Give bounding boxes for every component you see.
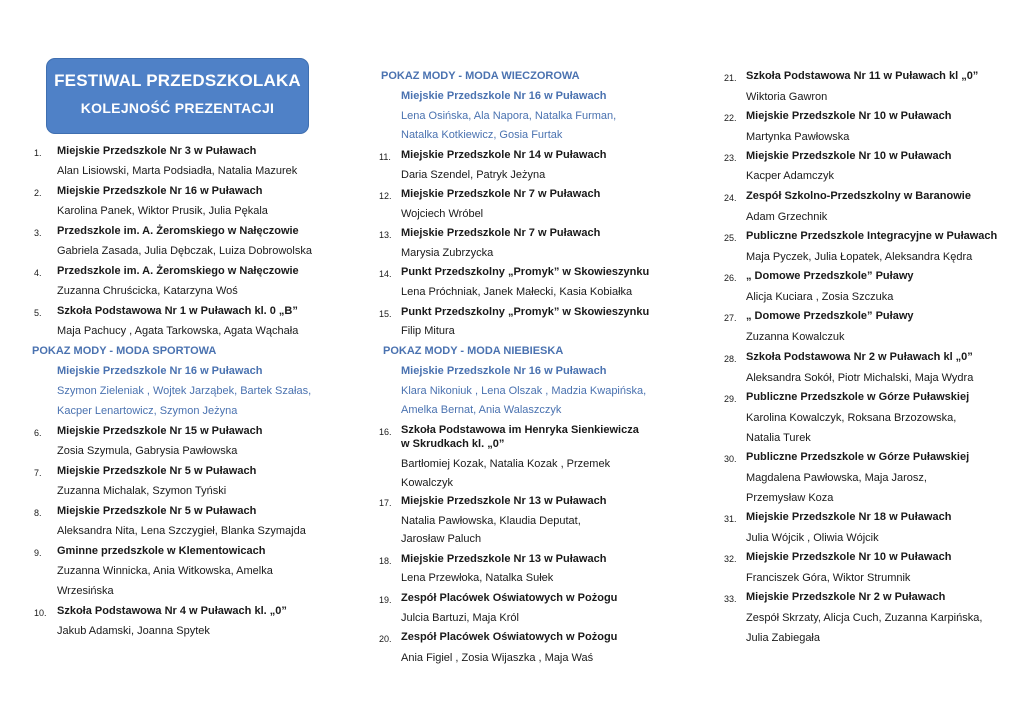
entry-number: 10. (34, 608, 47, 618)
entry-participants: Julcia Bartuzi, Maja Król (401, 612, 519, 624)
entry-number: 19. (379, 595, 392, 605)
entry-institution: Miejskie Przedszkole Nr 16 w Puławach (401, 90, 607, 102)
entry-number: 14. (379, 269, 392, 279)
entry-participants: Karolina Kowalczyk, Roksana Brzozowska, (746, 412, 957, 424)
entry-participants: Lena Przewłoka, Natalka Sułek (401, 572, 554, 584)
entry-number: 5. (34, 308, 42, 318)
entry-institution: Miejskie Przedszkole Nr 14 w Puławach (401, 149, 607, 161)
entry-number: 27. (724, 313, 737, 323)
entry-number: 13. (379, 230, 392, 240)
entry-number: 23. (724, 153, 737, 163)
entry-participants: Zuzanna Michalak, Szymon Tyński (57, 485, 227, 497)
entry-number: 17. (379, 498, 392, 508)
page-subtitle: KOLEJNOŚĆ PREZENTACJI (80, 100, 275, 116)
entry-number: 28. (724, 354, 737, 364)
entry-participants: Alan Lisiowski, Marta Podsiadła, Natalia Mazurek (57, 165, 298, 177)
entry-institution: Publiczne Przedszkole w Górze Puławskiej (746, 391, 970, 403)
entry-institution: Miejskie Przedszkole Nr 15 w Puławach (57, 425, 263, 437)
entry-institution: w Skrudkach kl. „0” (401, 438, 505, 450)
entry-participants: Wojciech Wróbel (401, 208, 484, 220)
entry-participants: Aleksandra Sokół, Piotr Michalski, Maja Wydra (746, 372, 974, 384)
section-heading-evening: POKAZ MODY - MODA WIECZOROWA (381, 70, 580, 82)
entry-participants: Szymon Zieleniak , Wojtek Jarząbek, Bartek Szałas, (57, 385, 312, 397)
entry-participants: Magdalena Pawłowska, Maja Jarosz, (746, 472, 927, 484)
entry-participants: Maja Pachucy , Agata Tarkowska, Agata Wąchała (57, 325, 299, 337)
entry-participants: Filip Mitura (401, 325, 455, 337)
section-heading-blue: POKAZ MODY - MODA NIEBIESKA (383, 345, 564, 357)
entry-participants: Natalia Pawłowska, Klaudia Deputat, (401, 515, 581, 527)
entry-number: 2. (34, 188, 42, 198)
entry-institution: Zespół Placówek Oświatowych w Pożogu (401, 592, 618, 604)
entry-institution: Miejskie Przedszkole Nr 10 w Puławach (746, 551, 952, 563)
entry-number: 16. (379, 427, 392, 437)
title-banner (46, 58, 309, 134)
entry-institution: Publiczne Przedszkole Integracyjne w Puławach (746, 230, 998, 242)
entry-participants: Bartłomiej Kozak, Natalia Kozak , Przemek (401, 458, 611, 470)
entry-institution: Miejskie Przedszkole Nr 7 w Puławach (401, 227, 601, 239)
entry-participants: Karolina Panek, Wiktor Prusik, Julia Pękala (57, 205, 268, 217)
entry-institution: Publiczne Przedszkole w Górze Puławskiej (746, 451, 970, 463)
entry-participants: Marysia Zubrzycka (401, 247, 494, 259)
entry-participants: Lena Osińska, Ala Napora, Natalka Furman, (401, 110, 617, 122)
entry-number: 11. (379, 152, 391, 162)
entry-institution: Miejskie Przedszkole Nr 13 w Puławach (401, 553, 607, 565)
entry-participants: Zespół Skrzaty, Alicja Cuch, Zuzanna Karpińska, (746, 612, 983, 624)
entry-participants: Kacper Adamczyk (746, 170, 835, 182)
entry-participants: Klara Nikoniuk , Lena Olszak , Madzia Kwapińska, (401, 385, 647, 397)
entry-number: 8. (34, 508, 42, 518)
entry-institution: Gminne przedszkole w Klementowicach (57, 545, 266, 557)
entry-number: 26. (724, 273, 737, 283)
entry-institution: Miejskie Przedszkole Nr 7 w Puławach (401, 188, 601, 200)
entry-number: 31. (724, 514, 737, 524)
entry-number: 21. (724, 73, 737, 83)
entry-participants: Zuzanna Chruścicka, Katarzyna Woś (57, 285, 238, 297)
entry-participants: Amelka Bernat, Ania Walaszczyk (401, 404, 562, 416)
entry-participants: Zuzanna Winnicka, Ania Witkowska, Amelka (57, 565, 273, 577)
entry-participants: Adam Grzechnik (746, 211, 828, 223)
entry-participants: Ania Figiel , Zosia Wijaszka , Maja Waś (401, 652, 594, 664)
entry-number: 1. (34, 148, 42, 158)
entry-participants: Jakub Adamski, Joanna Spytek (57, 625, 210, 637)
entry-number: 29. (724, 394, 737, 404)
page-title: FESTIWAL PRZEDSZKOLAKA (54, 71, 301, 90)
entry-number: 6. (34, 428, 42, 438)
entry-participants: Przemysław Koza (746, 492, 834, 504)
entry-participants: Kowalczyk (401, 477, 453, 489)
entry-number: 4. (34, 268, 42, 278)
section-heading-sport: POKAZ MODY - MODA SPORTOWA (32, 345, 217, 357)
entry-participants: Gabriela Zasada, Julia Dębczak, Luiza Dobrowolska (57, 245, 312, 257)
entry-number: 33. (724, 594, 737, 604)
entry-participants: Wiktoria Gawron (746, 91, 828, 103)
entry-number: 9. (34, 548, 42, 558)
entry-participants: Alicja Kuciara , Zosia Szczuka (746, 291, 894, 303)
entry-number: 18. (379, 556, 392, 566)
entry-participants: Zuzanna Kowalczuk (746, 331, 845, 343)
entry-institution: Przedszkole im. A. Żeromskiego w Nałęczowie (57, 265, 299, 277)
entry-institution: Zespół Szkolno-Przedszkolny w Baranowie (746, 190, 971, 202)
entry-institution: Miejskie Przedszkole Nr 16 w Puławach (57, 365, 263, 377)
entry-institution: Szkoła Podstawowa Nr 4 w Puławach kl. „0” (57, 605, 287, 617)
entry-institution: Miejskie Przedszkole Nr 5 w Puławach (57, 465, 257, 477)
entry-institution: Przedszkole im. A. Żeromskiego w Nałęczowie (57, 225, 299, 237)
entry-institution: Miejskie Przedszkole Nr 10 w Puławach (746, 150, 952, 162)
entry-number: 15. (379, 309, 392, 319)
entry-institution: Punkt Przedszkolny „Promyk” w Skowieszynku (401, 266, 650, 278)
entry-participants: Aleksandra Nita, Lena Szczygieł, Blanka Szymajda (57, 525, 306, 537)
entry-participants: Maja Pyczek, Julia Łopatek, Aleksandra Kędra (746, 251, 973, 263)
entry-institution: Miejskie Przedszkole Nr 3 w Puławach (57, 145, 257, 157)
entry-institution: Szkoła Podstawowa Nr 1 w Puławach kl. 0 „B” (57, 305, 298, 317)
entry-institution: Punkt Przedszkolny „Promyk” w Skowieszynku (401, 306, 650, 318)
entry-institution: Zespół Placówek Oświatowych w Pożogu (401, 631, 618, 643)
entry-institution: Miejskie Przedszkole Nr 16 w Puławach (401, 365, 607, 377)
entry-number: 24. (724, 193, 737, 203)
entry-participants: Julia Wójcik , Oliwia Wójcik (746, 532, 879, 544)
entry-institution: Miejskie Przedszkole Nr 5 w Puławach (57, 505, 257, 517)
entry-number: 3. (34, 228, 42, 238)
entry-participants: Lena Próchniak, Janek Małecki, Kasia Kobiałka (401, 286, 633, 298)
entry-number: 22. (724, 113, 737, 123)
entry-institution: Szkoła Podstawowa Nr 11 w Puławach kl „0” (746, 70, 979, 82)
entry-institution: Miejskie Przedszkole Nr 10 w Puławach (746, 110, 952, 122)
entry-participants: Jarosław Paluch (401, 533, 482, 545)
entry-number: 7. (34, 468, 42, 478)
entry-institution: „ Domowe Przedszkole” Puławy (746, 270, 914, 282)
entry-number: 25. (724, 233, 737, 243)
entry-number: 12. (379, 191, 392, 201)
entry-institution: Miejskie Przedszkole Nr 2 w Puławach (746, 591, 946, 603)
entry-participants: Julia Zabiegała (746, 632, 820, 644)
entry-institution: Miejskie Przedszkole Nr 13 w Puławach (401, 495, 607, 507)
entry-number: 32. (724, 554, 737, 564)
entry-participants: Daria Szendel, Patryk Jeżyna (401, 169, 546, 181)
entry-participants: Martynka Pawłowska (746, 131, 850, 143)
entry-institution: Miejskie Przedszkole Nr 16 w Puławach (57, 185, 263, 197)
entry-participants: Natalia Turek (746, 432, 811, 444)
entry-participants: Franciszek Góra, Wiktor Strumnik (746, 572, 911, 584)
entry-number: 30. (724, 454, 737, 464)
entry-number: 20. (379, 634, 392, 644)
entry-participants: Zosia Szymula, Gabrysia Pawłowska (57, 445, 238, 457)
entry-participants: Kacper Lenartowicz, Szymon Jeżyna (57, 405, 238, 417)
entry-institution: Miejskie Przedszkole Nr 18 w Puławach (746, 511, 952, 523)
entry-institution: „ Domowe Przedszkole” Puławy (746, 310, 914, 322)
entry-participants: Natalka Kotkiewicz, Gosia Furtak (401, 129, 563, 141)
entry-institution: Szkoła Podstawowa Nr 2 w Puławach kl „0” (746, 351, 973, 363)
entry-institution: Szkoła Podstawowa im Henryka Sienkiewicza (401, 424, 639, 436)
entry-participants: Wrzesińska (57, 585, 114, 597)
